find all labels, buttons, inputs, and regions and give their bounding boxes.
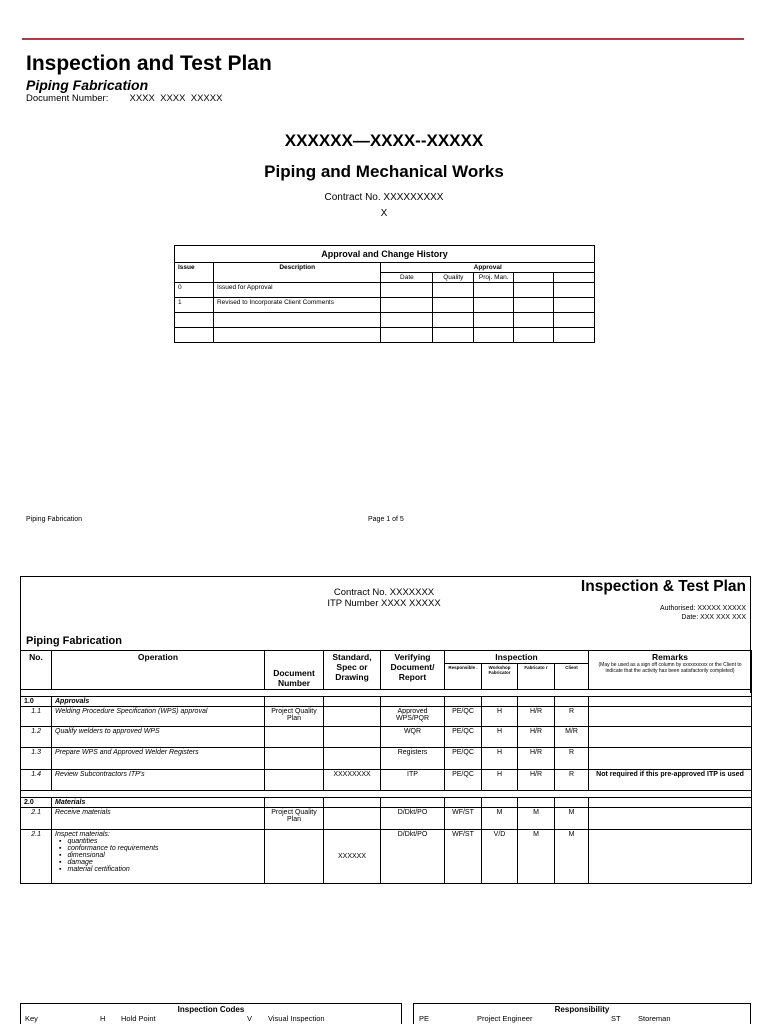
sub-quality: Quality — [433, 273, 474, 283]
col-responsible: Responsible . — [445, 664, 482, 690]
row-number: 1.3 — [21, 748, 52, 770]
remarks-cell — [589, 808, 752, 830]
list-item: ▪ quantities — [59, 838, 261, 845]
client-cell: R — [555, 748, 589, 770]
col-issue: Issue — [175, 263, 214, 283]
page-number: Page 1 of 5 — [368, 516, 404, 523]
col-operation: Operation — [52, 651, 265, 690]
responsible-cell: PE/QC — [445, 748, 482, 770]
workshop-cell: M — [482, 808, 518, 830]
col-verifying: Verifying Document/ Report — [381, 651, 445, 690]
row-number: 2.1 — [21, 830, 52, 884]
page-subtitle: Piping Fabrication — [26, 77, 149, 93]
standard-cell — [324, 748, 381, 770]
document-cell: Project Quality Plan — [265, 808, 324, 830]
document-number — [26, 93, 222, 104]
responsibility-row — [414, 1014, 750, 1024]
operation-cell: Prepare WPS and Approved Welder Registers — [52, 748, 265, 770]
list-item: ▪ dimensional — [59, 852, 261, 859]
verify-cell: Registers — [381, 748, 445, 770]
operation-cell: Qualify welders to approved WPS — [52, 727, 265, 748]
itp-table — [20, 650, 752, 884]
itp-contract: Contract No. XXXXXXX — [333, 587, 435, 598]
inspection-codes-row — [21, 1014, 401, 1024]
workshop-cell: H — [482, 707, 518, 727]
header-rule — [22, 38, 744, 40]
client-cell: M — [555, 808, 589, 830]
client-cell: R — [555, 770, 589, 791]
section-row — [21, 798, 752, 808]
row-number: 1.2 — [21, 727, 52, 748]
resp-st-label: Storeman — [638, 1014, 671, 1023]
fabricator-cell: H/R — [518, 727, 555, 748]
responsible-cell: PE/QC — [445, 727, 482, 748]
client-cell: R — [555, 707, 589, 727]
code-v-label: Visual Inspection — [268, 1014, 325, 1023]
table-row — [175, 283, 595, 298]
verify-cell: WQR — [381, 727, 445, 748]
standard-cell — [324, 808, 381, 830]
description-cell: Issued for Approval — [213, 283, 381, 298]
row-number: 1.4 — [21, 770, 52, 791]
col-inspection: Inspection — [445, 651, 589, 664]
remarks-note: (May be used as a sign off column by xxxxxxxxxx or the Client to indicate that the activity has been satisfactorily completed) — [598, 662, 742, 674]
approval-table-caption: Approval and Change History — [175, 246, 595, 263]
responsible-cell: WF/ST — [445, 808, 482, 830]
itp-authorised: Authorised: XXXXX XXXXX — [660, 605, 746, 612]
standard-cell: XXXXXX — [324, 830, 381, 884]
document-number-label: Document Number: — [26, 93, 109, 104]
col-no: No. — [21, 651, 52, 690]
workshop-cell: V/D — [482, 830, 518, 884]
itp-section-title: Piping Fabrication — [26, 635, 122, 647]
responsibility-title: Responsibility — [554, 1005, 610, 1014]
section-number: 1.0 — [21, 697, 52, 707]
remarks-cell: Not required if this pre-approved ITP is used — [589, 770, 752, 791]
remarks-cell — [589, 727, 752, 748]
verify-cell: Approved WPS/PQR — [381, 707, 445, 727]
standard-cell — [324, 727, 381, 748]
document-cell — [265, 770, 324, 791]
list-item: ▪ conformance to requirements — [59, 845, 261, 852]
inspection-codes-title: Inspection Codes — [177, 1005, 245, 1014]
section-number: 2.0 — [21, 798, 52, 808]
resp-st: ST — [611, 1014, 621, 1023]
workshop-cell: H — [482, 748, 518, 770]
sub-date: Date — [381, 273, 433, 283]
fabricator-cell: H/R — [518, 707, 555, 727]
col-description: Description — [213, 263, 381, 283]
responsible-cell: WF/ST — [445, 830, 482, 884]
verify-cell: D/Dkt/PO — [381, 808, 445, 830]
cover-code: XXXXXX—XXXX--XXXXX — [284, 131, 484, 150]
codes-key: Key — [25, 1014, 38, 1023]
col-fabricator: Fabricato r — [518, 664, 555, 690]
issue-cell: 1 — [175, 298, 214, 313]
section-row — [21, 697, 752, 707]
resp-pe-label: Project Engineer — [477, 1014, 533, 1023]
works-title: Piping and Mechanical Works — [264, 162, 504, 181]
client-cell: M — [555, 830, 589, 884]
document-cell: Project Quality Plan — [265, 707, 324, 727]
operation-cell: Welding Procedure Specification (WPS) approval — [52, 707, 265, 727]
table-row — [175, 313, 595, 328]
operation-text: Inspect materials: — [55, 831, 110, 838]
document-cell — [265, 830, 324, 884]
verify-cell: D/Dkt/PO — [381, 830, 445, 884]
table-row — [21, 770, 752, 791]
col-workshop: Workshop Fabricator — [482, 664, 518, 690]
itp-number: ITP Number XXXX XXXXX — [327, 598, 441, 609]
document-number-value: XXXX XXXX XXXXX — [129, 93, 223, 104]
col-client: Client — [555, 664, 589, 690]
contract-suffix: X — [380, 208, 388, 219]
document-cell — [265, 748, 324, 770]
fabricator-cell: M — [518, 830, 555, 884]
code-v: V — [247, 1014, 253, 1023]
blank-cell — [554, 273, 595, 283]
issue-cell: 0 — [175, 283, 214, 298]
table-row — [21, 727, 752, 748]
col-standard: Standard, Spec or Drawing — [324, 651, 381, 690]
table-row — [175, 328, 595, 343]
document-cell — [265, 727, 324, 748]
client-cell: M/R — [555, 727, 589, 748]
table-row — [21, 748, 752, 770]
table-row — [21, 830, 752, 884]
standard-cell — [324, 707, 381, 727]
responsibility-box — [413, 1003, 751, 1024]
page-title: Inspection and Test Plan — [26, 52, 272, 75]
operation-cell: Receive materials — [52, 808, 265, 830]
approval-history-table — [174, 245, 595, 343]
col-remarks — [589, 651, 752, 690]
resp-pe: PE — [419, 1014, 430, 1023]
fabricator-cell: H/R — [518, 770, 555, 791]
row-number: 1.1 — [21, 707, 52, 727]
section-title: Materials — [52, 798, 265, 808]
operation-cell: Review Subcontractors ITP's — [52, 770, 265, 791]
code-h-label: Hold Point — [121, 1014, 156, 1023]
remarks-label: Remarks — [652, 652, 688, 662]
itp-date: Date: XXX XXX XXX — [681, 614, 746, 621]
col-approval: Approval — [381, 263, 595, 273]
responsible-cell: PE/QC — [445, 707, 482, 727]
table-row — [21, 808, 752, 830]
inspection-bullet-list — [55, 838, 261, 873]
inspection-codes-box — [20, 1003, 402, 1024]
remarks-cell — [589, 748, 752, 770]
code-h: H — [100, 1014, 106, 1023]
operation-cell — [52, 830, 265, 884]
standard-cell: XXXXXXXX — [324, 770, 381, 791]
fabricator-cell: M — [518, 808, 555, 830]
table-row — [175, 298, 595, 313]
workshop-cell: H — [482, 770, 518, 791]
footer-title: Piping Fabrication — [26, 516, 83, 523]
contract-number: Contract No. XXXXXXXXX — [324, 192, 444, 203]
table-row — [21, 707, 752, 727]
row-number: 2.1 — [21, 808, 52, 830]
description-cell: Revised to Incorporate Client Comments — [213, 298, 381, 313]
section-title: Approvals — [52, 697, 265, 707]
responsible-cell: PE/QC — [445, 770, 482, 791]
verify-cell: ITP — [381, 770, 445, 791]
remarks-cell — [589, 830, 752, 884]
list-item: ▪ damage — [59, 859, 261, 866]
col-document-number: Document Number — [265, 651, 324, 690]
fabricator-cell: H/R — [518, 748, 555, 770]
workshop-cell: H — [482, 727, 518, 748]
remarks-cell — [589, 707, 752, 727]
list-item: ▪ material certification — [59, 866, 261, 873]
sub-proj-man: Proj. Man. — [474, 273, 514, 283]
itp-title: Inspection & Test Plan — [580, 578, 746, 595]
blank-cell — [514, 273, 554, 283]
